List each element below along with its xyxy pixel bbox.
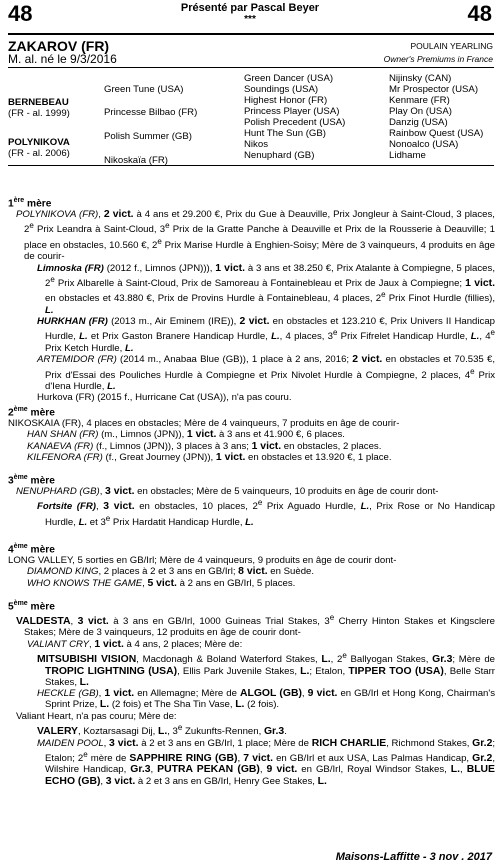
section-title-mere4: 4ème mère	[8, 543, 55, 556]
section-body-mere2: NIKOSKAIA (FR), 4 places en obstacles; Mère de 4 vainqueurs, 7 produits en âge de courir- HAN SHAN (FR) (m., Limnos (JPN)), 1 vict. à 3 ans et 41.900 €, 6 places. KANAEVA (FR) (f., Limnos (JPN)), 3 places à 3 ans; 1 vict. en obstacles, 2 places. KILFENORA (FR) (f., Great Journey (JPN)), 1 vict. en obstacles et 13.920 €, 1 place.	[8, 418, 400, 463]
section-body-mere4: LONG VALLEY, 5 sorties en GB/Irl; Mère de 4 vainqueurs, 9 produits en âge de courir dont- DIAMOND KING, 2 places à 2 et 3 ans en GB/Irl; 8 vict. en Suède. WHO KNOWS THE GAME, 5 vict. à 2 ans en GB/Irl, 5 places.	[8, 555, 397, 589]
pedigree-gen2-1: Green Tune (USA)	[104, 84, 184, 95]
lot-number-left: 48	[8, 1, 33, 26]
horse-sex-type: POULAIN YEARLING	[410, 41, 493, 51]
section-title-mere3: 3ème mère	[8, 474, 55, 487]
presented-by: Présenté par Pascal Beyer	[180, 2, 320, 14]
pedigree-sire: BERNEBEAU (FR - al. 1999)	[8, 97, 70, 119]
pedigree-gen3: Green Dancer (USA) Soundings (USA) Highest Honor (FR) Princess Player (USA) Polish Precedent (USA) Hunt The Sun (GB) Nikos Nenuphard (GB)	[244, 73, 346, 161]
lot-number-right: 48	[467, 1, 492, 26]
pedigree-gen2-3: Polish Summer (GB)	[104, 131, 192, 142]
owner-premiums: Owner's Premiums in France	[383, 54, 493, 64]
section-body-mere3: NENUPHARD (GB), 3 vict. en obstacles; Mère de 5 vainqueurs, 10 produits en âge de courir dont- Fortsite (FR), 3 vict. en obstacles, 10 places, 2e Prix Aguado Hurdle, L., Prix Rose or No Handicap Hurdle, L. et 3e Prix Hardatit Handicap Hurdle, L.	[16, 486, 495, 528]
section-title-mere1: 1ère mère	[8, 197, 52, 210]
horse-name: ZAKAROV (FR)	[8, 38, 110, 54]
section-body-mere1: POLYNIKOVA (FR), 2 vict. à 4 ans et 29.200 €, Prix du Gue à Deauville, Prix Jongleur à Saint-Cloud, 3 places, 2e Prix Leandra à Saint-Cloud, 3e Prix de la Gratte Panche à Deauville et Prix de la Rousserie à Deauville; 1 place en obstacles, 10.560 €, 2e Prix Marise Hurdle à Enghien-Soisy; Mère de 3 vainqueurs, 4 produits en âge de courir- Limnoska (FR) (2012 f., Limnos (JPN))), 1 vict. à 3 ans et 38.250 €, Prix Atalante à Compiegne, 5 places, 2e Prix Albarelle à Saint-Cloud, Prix de Samoreau à Fontainebleau et Prix de Jaux à Compiegne; 1 vict. en obstacles et 43.880 €, Prix de Provins Hurdle à Fontainebleau, 4 places, 2e Prix Finot Hurdle (fillies), L. HURKHAN (FR) (2013 m., Air Eminem (IRE)), 2 vict. en obstacles et 123.210 €, Prix Univers II Handicap Hurdle, L. et Prix Gaston Branere Handicap Hurdle, L., 4 places, 3e Prix Fifrelet Handicap Hurdle, L., 4e Prix Ketch Hurdle, L. ARTEMIDOR (FR) (2014 m., Anabaa Blue (GB)), 1 place à 2 ans, 2016; 2 vict. en obstacles et 70.535 €, Prix d'Essai des Pouliches Hurdle à Compiegne et Prix Nivolet Hurdle à Compiegne, 2 places, 4e Prix d'Iena Hurdle, L. Hurkova (FR) (2015 f., Hurricane Cat (USA)), n'a pas couru.	[16, 209, 495, 404]
pedigree-gen2-2: Princesse Bilbao (FR)	[104, 107, 198, 118]
section-title-mere2: 2ème mère	[8, 406, 55, 419]
pedigree-gen2-4: Nikoskaïa (FR)	[104, 155, 168, 166]
pedigree-gen4: Nijinsky (CAN) Mr Prospector (USA) Kenmare (FR) Play On (USA) Danzig (USA) Rainbow Quest (USA) Nonoalco (USA) Lidhame	[389, 73, 484, 161]
horse-birth: M. al. né le 9/3/2016	[8, 52, 117, 66]
pedigree-top-divider	[8, 67, 494, 68]
pedigree-dam: POLYNIKOVA (FR - al. 2006)	[8, 137, 70, 159]
section-title-mere5: 5ème mère	[8, 600, 55, 613]
pedigree-bottom-divider	[8, 165, 494, 166]
section-body-mere5: VALDESTA, 3 vict. à 3 ans en GB/Irl, 1000 Guineas Trial Stakes, 3e Cherry Hinton Stakes et Kingsclere Stakes; Mère de 3 vainqueurs, 12 produits en âge de courir dont- VALIANT CRY, 1 vict. à 4 ans, 2 places; Mère de: MITSUBISHI VISION, Macdonagh & Boland Waterford Stakes, L., 2e Ballyogan Stakes, Gr.3; Mère de TROPIC LIGHTNING (USA), Ellis Park Juvenile Stakes, L.; Etalon, TIPPER TOO (USA), Belle Starr Stakes, L. HECKLE (GB), 1 vict. en Allemagne; Mère de ALGOL (GB), 9 vict. en GB/Irl et Hong Kong, Chairman's Sprint Prize, L. (2 fois) et The Sha Tin Vase, L. (2 fois). Valiant Heart, n'a pas couru; Mère de: VALERY, Koztarsasagi Dij, L., 3e Zukunfts-Rennen, Gr.3. MAIDEN POOL, 3 vict. à 2 et 3 ans en GB/Irl, 1 place; Mère de RICH CHARLIE, Richmond Stakes, Gr.2; Etalon; 2e mère de SAPPHIRE RING (GB), 7 vict. en GB/Irl et aux USA, Las Palmas Handicap, Gr.2, Wilshire Handicap, Gr.3, PUTRA PEKAN (GB), 9 vict. en GB/Irl, Royal Windsor Stakes, L., BLUE ECHO (GB), 3 vict. à 2 et 3 ans en GB/Irl, Henry Gee Stakes, L.	[16, 613, 496, 787]
stars-rating: ***	[244, 14, 256, 25]
footer-sale-info: Maisons-Laffitte - 3 nov . 2017	[335, 851, 492, 863]
header-divider	[8, 33, 494, 35]
